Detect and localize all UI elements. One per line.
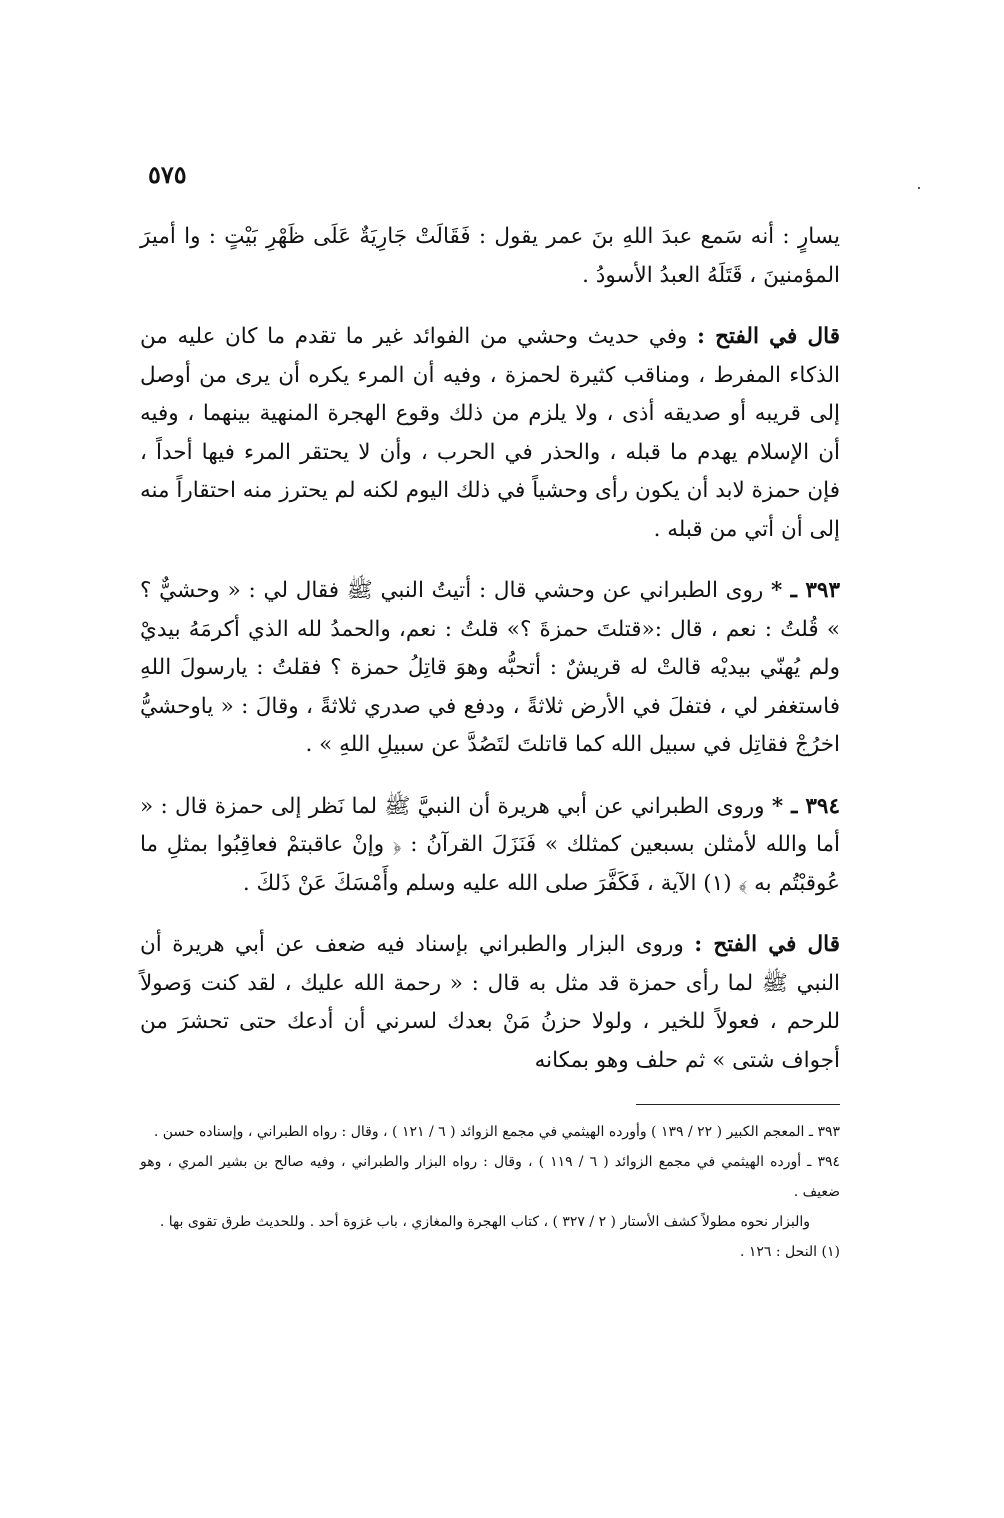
main-text (140, 218, 840, 1103)
paragraph-5 (140, 926, 840, 1080)
footnote-1: (١) النحل : ١٢٦ . (739, 1244, 840, 1260)
footnote-divider (636, 1104, 840, 1105)
paragraph-lead: قال في الفتح : (694, 932, 840, 957)
page-number: ٥٧٥ (148, 160, 187, 189)
hadith-number: ٣٩٣ ـ * (771, 578, 840, 603)
paragraph-lead: قال في الفتح : (697, 324, 840, 349)
hadith-number: ٣٩٤ ـ * (771, 793, 840, 819)
footnotes (140, 1117, 840, 1267)
footnote-393: ٣٩٣ ـ المعجم الكبير ( ٢٢ / ١٣٩ ) وأورده الهيثمي في مجمع الزوائد ( ٦ / ١٢١ ) ، وقال : رواه الطبراني ، وإسناده حسن . (153, 1124, 840, 1140)
margin-mark (918, 187, 920, 189)
paragraph-text: روى الطبراني عن وحشي قال : أتيتُ النبي ﷺ فقال لي : « وحشيٌّ ؟ » قُلتُ : نعم ، قال :«قتلتَ حمزةَ ؟» قلتُ : نعم، والحمدُ لله الذي أكرمَهُ بيديْ ولم يُهنّي بيديْه قالتْ له قريشٌ : أتحبُّه وهوَ قاتِلُ حمزة ؟ فقلتُ : يارسولَ اللهِ فاستغفر لي ، فتفلَ في الأرض ثلاثةً ، ودفع في صدري ثلاثةً ، وقالَ : « ياوحشيُّ اخرُجْ فقاتِل في سبيل الله كما قاتلتَ لتَصُدَّ عن سبيلِ اللهِ » . (140, 578, 840, 757)
paragraph-text: يسارٍ : أنه سَمع عبدَ اللهِ بنَ عمر يقول : فَقَالَتْ جَارِيَةٌ عَلَى ظَهْرِ بَيْتٍ : وا أميرَ المؤمنينَ ، قَتَلَهُ العبدُ الأسودُ . (140, 224, 840, 288)
footnote-394-continued: والبزار نحوه مطولاً كشف الأستار ( ٢ / ٣٢٧ ) ، كتاب الهجرة والمغازي ، باب غزوة أحد . وللحديث طرق تقوى بها . (159, 1214, 810, 1230)
paragraph-394 (140, 788, 840, 904)
footnote-394: ٣٩٤ ـ أورده الهيثمي في مجمع الزوائد ( ٦ / ١١٩ ) ، وقال : رواه البزار والطبراني ، وفيه صالح بن بشير المري ، وهو ضعيف . (140, 1154, 840, 1200)
paragraph-text: وفي حديث وحشي من الفوائد غير ما تقدم ما كان عليه من الذكاء المفرط ، ومناقب كثيرة لحمزة ، وفيه أن المرء يكره أن يرى من أوصل إلى قريبه أو صديقه أذى ، ولا يلزم من ذلك وقوع الهجرة المنهية بينهما ، وفيه أن الإسلام يهدم ما قبله ، والحذر في الحرب ، وأن لا يحتقر المرء فيها أحداً ، فإن حمزة لابد أن يكون رأى وحشياً في ذلك اليوم لكنه لم يحترز منه احتقاراً منه إلى أن أتي من قبله . (140, 324, 840, 542)
paragraph-text: وروى الطبراني عن أبي هريرة أن النبيَّ ﷺ لما نَظر إلى حمزة قال : « أما والله لأمثلن بسبعين كمثلك » فَنَزَلَ القرآنُ : ﴿ وإنْ عاقبتمْ فعاقِبُوا بمثلِ ما عُوقبْتُم به ﴾ (١) الآية ، فَكَفَّرَ صلى الله عليه وسلم وأَمْسَكَ عَنْ ذَلكَ . (140, 793, 840, 896)
paragraph-1 (140, 218, 840, 295)
paragraph-2 (140, 318, 840, 549)
paragraph-text: وروى البزار والطبراني بإسناد فيه ضعف عن أبي هريرة أن النبي ﷺ لما رأى حمزة قد مثل به قال : « رحمة الله عليك ، لقد كنت وَصولاً للرحم ، فعولاً للخير ، ولولا حزنُ مَنْ بعدك لسرني أن أدعك حتى تحشرَ من أجواف شتى » ثم حلف وهو بمكانه (140, 932, 840, 1073)
paragraph-393 (140, 572, 840, 765)
